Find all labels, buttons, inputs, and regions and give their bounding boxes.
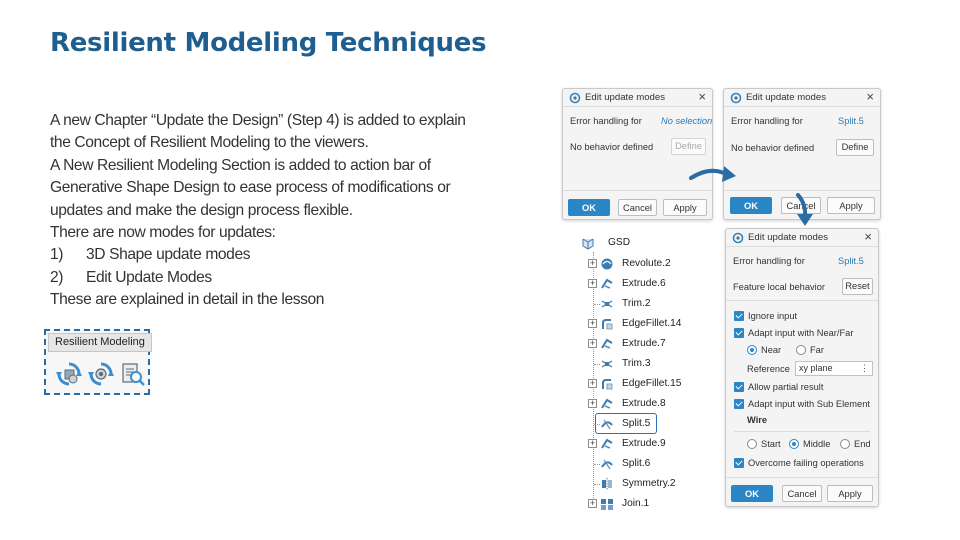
tree-item-label: Split.6: [622, 458, 651, 469]
near-label: Near: [761, 345, 782, 355]
error-handling-value: No selection: [661, 116, 713, 126]
ignore-input-checkbox[interactable]: [734, 311, 744, 321]
body-line: A New Resilient Modeling Section is added to action bar of: [50, 156, 431, 174]
body-line: There are now modes for updates:: [50, 224, 276, 242]
tree-item[interactable]: [575, 475, 725, 493]
update-modes-icon: [732, 232, 744, 244]
specification-tree: [575, 234, 725, 514]
symmetry-icon: [600, 477, 614, 491]
ok-button[interactable]: OK: [730, 197, 772, 214]
extrude-icon: [600, 397, 614, 411]
end-radio[interactable]: [840, 439, 850, 449]
dialog-separator: [726, 477, 878, 478]
tree-root[interactable]: [575, 234, 725, 252]
edit-update-modes-icon[interactable]: [88, 361, 114, 387]
join-icon: [600, 497, 614, 511]
near-radio[interactable]: [747, 345, 757, 355]
toolbar-tab[interactable]: Resilient Modeling: [48, 333, 152, 352]
tree-item[interactable]: [575, 275, 725, 293]
overcome-failing-checkbox[interactable]: [734, 458, 744, 468]
close-icon[interactable]: ×: [864, 229, 872, 244]
tree-item-label: Trim.3: [622, 358, 651, 369]
list-number: 2): [50, 268, 64, 286]
tree-item[interactable]: [575, 455, 725, 473]
dialog-title-bar: [563, 89, 712, 107]
extrude-icon: [600, 337, 614, 351]
shape-update-modes-icon[interactable]: [56, 361, 82, 387]
split-icon: [600, 457, 614, 471]
dialog-separator: [726, 300, 878, 301]
overcome-failing-label: Overcome failing operations: [748, 458, 864, 468]
list-item: [50, 244, 510, 266]
cancel-button[interactable]: Cancel: [782, 485, 822, 502]
apply-button[interactable]: Apply: [827, 197, 875, 214]
tree-item[interactable]: [575, 395, 725, 413]
edit-update-modes-dialog: [725, 228, 879, 507]
tree-item[interactable]: [575, 375, 725, 393]
wire-label: Wire: [747, 415, 768, 425]
kebab-menu-icon[interactable]: ⋮: [860, 363, 869, 373]
tree-item[interactable]: [575, 495, 725, 513]
tree-item-label: EdgeFillet.14: [622, 318, 682, 329]
tree-root-label: GSD: [608, 237, 631, 248]
close-icon[interactable]: ×: [866, 89, 874, 104]
reference-value: xy plane: [799, 363, 833, 373]
update-modes-icon: [730, 92, 742, 104]
trim-icon: [600, 297, 614, 311]
expand-icon[interactable]: +: [589, 338, 596, 348]
tree-item-label: Join.1: [622, 498, 650, 509]
cancel-button[interactable]: Cancel: [781, 197, 821, 214]
start-label: Start: [761, 439, 781, 449]
error-handling-value: Split.5: [838, 256, 864, 266]
list-text: 3D Shape update modes: [86, 246, 251, 264]
tree-item-label: Extrude.7: [622, 338, 666, 349]
adapt-sub-element-checkbox[interactable]: [734, 399, 744, 409]
expand-icon[interactable]: +: [589, 258, 596, 268]
expand-icon[interactable]: +: [589, 398, 596, 408]
dialog-title-bar: [724, 89, 880, 107]
dialog-title: Edit update modes: [585, 92, 666, 103]
adapt-sub-element-label: Adapt input with Sub Element: [748, 399, 870, 409]
body-text: [50, 110, 510, 312]
tree-item[interactable]: [575, 435, 725, 453]
behavior-label: No behavior defined: [731, 143, 815, 153]
tree-item[interactable]: [575, 355, 725, 373]
expand-icon[interactable]: +: [589, 498, 596, 508]
tree-item-label: Symmetry.2: [622, 478, 676, 489]
ok-button[interactable]: OK: [731, 485, 773, 502]
far-label: Far: [810, 345, 824, 355]
allow-partial-checkbox[interactable]: [734, 382, 744, 392]
extrude-icon: [600, 437, 614, 451]
expand-icon[interactable]: +: [589, 438, 596, 448]
dialog-separator: [724, 190, 880, 191]
revolute-icon: [600, 257, 614, 271]
define-button[interactable]: Define: [836, 139, 874, 156]
allow-partial-label: Allow partial result: [748, 382, 824, 392]
tree-item-label: EdgeFillet.15: [622, 378, 682, 389]
expand-icon[interactable]: +: [589, 378, 596, 388]
slide-title: Resilient Modeling Techniques: [50, 28, 487, 58]
define-button[interactable]: Define: [671, 138, 706, 155]
flow-arrow-icon: [688, 160, 738, 186]
reference-field[interactable]: [795, 361, 873, 376]
body-line: the Concept of Resilient Modeling to the viewers.: [50, 134, 369, 152]
resilient-modeling-toolbar: [44, 329, 150, 395]
reset-button[interactable]: Reset: [842, 278, 873, 295]
far-radio[interactable]: [796, 345, 806, 355]
body-line: A new Chapter “Update the Design” (Step 4) is added to explain: [50, 112, 466, 129]
error-handling-label: Error handling for: [570, 116, 642, 126]
body-line: updates and make the design process flexible.: [50, 201, 353, 219]
dialog-separator: [734, 431, 870, 432]
feature-behavior-label: Feature local behavior: [733, 282, 825, 292]
split-icon: [600, 417, 614, 431]
tree-item-label: Extrude.9: [622, 438, 666, 449]
flow-arrow-icon: [792, 192, 822, 228]
list-number: 1): [50, 246, 64, 264]
tree-item[interactable]: [575, 415, 725, 433]
update-modes-icon: [569, 92, 581, 104]
reference-label: Reference: [747, 364, 790, 374]
body-line: These are explained in detail in the lesson: [50, 291, 325, 309]
edit-update-modes-dialog: [562, 88, 713, 220]
geometrical-set-icon: [581, 236, 595, 250]
tree-item[interactable]: [575, 315, 725, 333]
list-text: Edit Update Modes: [86, 268, 212, 286]
list-item: [50, 267, 510, 289]
error-handling-label: Error handling for: [733, 256, 805, 266]
dialog-title-bar: [726, 229, 878, 247]
edge-fillet-icon: [600, 317, 614, 331]
ignore-input-label: Ignore input: [748, 311, 798, 321]
tree-item-label: Extrude.6: [622, 278, 666, 289]
end-label: End: [854, 439, 871, 449]
error-handling-value: Split.5: [838, 116, 864, 126]
middle-radio[interactable]: [789, 439, 799, 449]
trim-icon: [600, 357, 614, 371]
tree-item-label: Trim.2: [622, 298, 651, 309]
tree-item[interactable]: [575, 255, 725, 273]
dialog-title: Edit update modes: [748, 232, 829, 243]
error-handling-label: Error handling for: [731, 116, 803, 126]
expand-icon[interactable]: +: [589, 318, 596, 328]
body-line: Generative Shape Design to ease process of modifications or: [50, 179, 451, 197]
adapt-near-far-label: Adapt input with Near/Far: [748, 328, 854, 338]
apply-button[interactable]: Apply: [663, 199, 707, 216]
tree-item-label: Revolute.2: [622, 258, 671, 269]
start-radio[interactable]: [747, 439, 757, 449]
behavior-label: No behavior defined: [570, 142, 654, 152]
tree-item[interactable]: [575, 335, 725, 353]
ok-button[interactable]: OK: [568, 199, 610, 216]
dialog-separator: [563, 190, 712, 191]
dialog-title: Edit update modes: [746, 92, 827, 103]
extrude-icon: [600, 277, 614, 291]
middle-label: Middle: [803, 439, 831, 449]
edge-fillet-icon: [600, 377, 614, 391]
apply-button[interactable]: Apply: [827, 485, 873, 502]
adapt-near-far-checkbox[interactable]: [734, 328, 744, 338]
cancel-button[interactable]: Cancel: [618, 199, 657, 216]
tree-item-label: Extrude.8: [622, 398, 666, 409]
tree-item-label: Split.5: [622, 418, 651, 429]
analyze-update-icon[interactable]: [120, 361, 146, 387]
tree-item[interactable]: [575, 295, 725, 313]
expand-icon[interactable]: +: [589, 278, 596, 288]
close-icon[interactable]: ×: [698, 89, 706, 104]
